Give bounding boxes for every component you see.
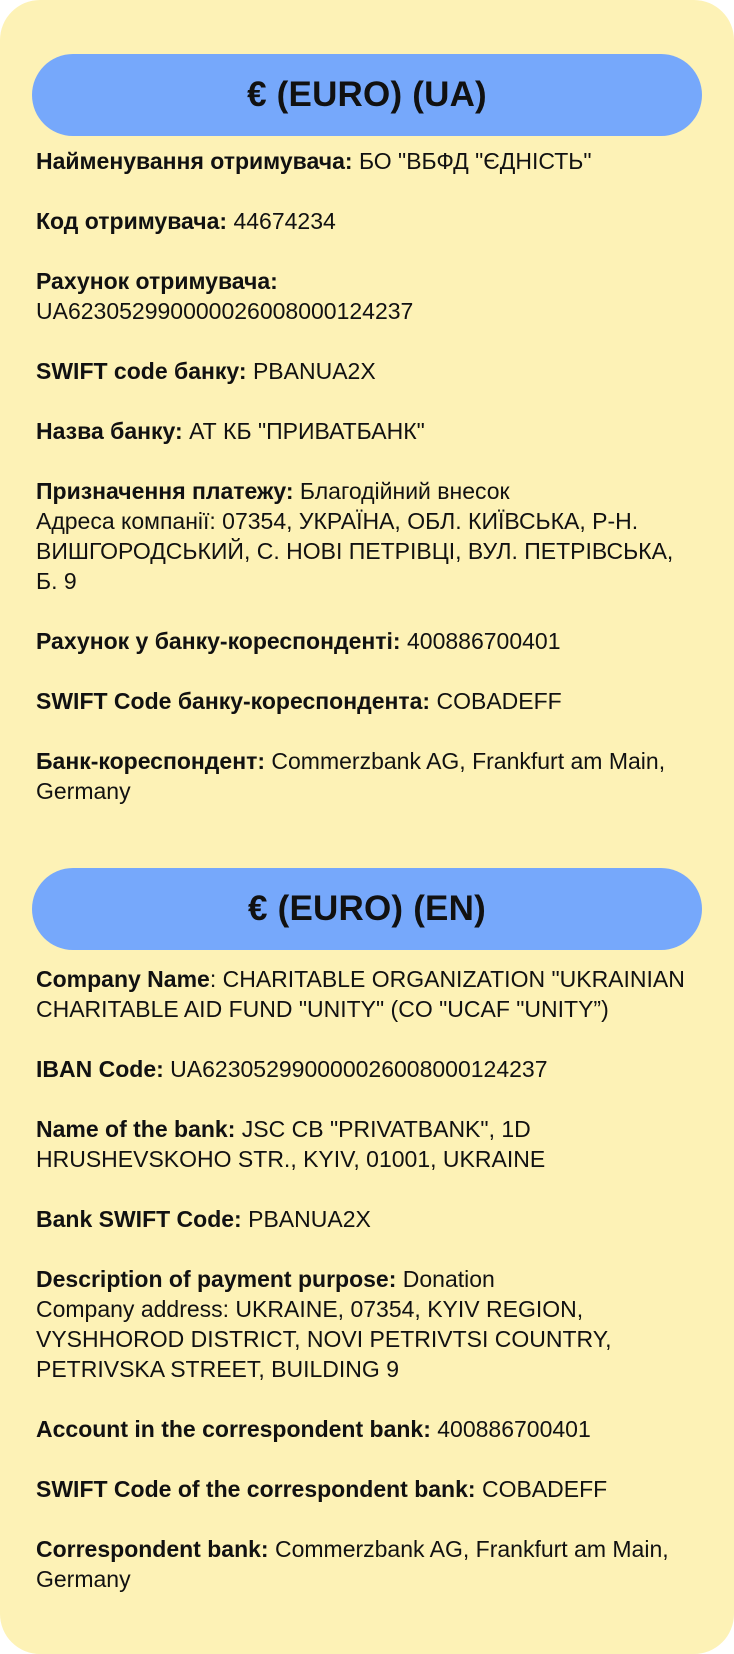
field-value: PBANUA2X: [252, 358, 376, 384]
field-value: АТ КБ "ПРИВАТБАНК": [189, 418, 425, 444]
field-label: Name of the bank:: [36, 1116, 236, 1142]
section-fields-ua: [32, 146, 702, 806]
field-label: Account in the correspondent bank:: [36, 1416, 431, 1442]
field-label: Призначення платежу:: [36, 478, 294, 504]
field-label: Company Name: [36, 966, 210, 992]
field-value: Благодійний внесок: [299, 478, 510, 504]
field-value: COBADEFF: [436, 688, 562, 714]
field-value: 44674234: [233, 208, 336, 234]
field-correspondent-bank: [36, 746, 698, 806]
field-label: Найменування отримувача:: [36, 148, 353, 174]
field-correspondent-swift-en: [36, 1474, 698, 1504]
field-label: SWIFT code банку:: [36, 358, 247, 384]
field-separator: :: [209, 966, 217, 992]
field-value: UA623052990000026008000124237: [170, 1056, 548, 1082]
field-recipient-account: [36, 266, 698, 326]
company-address: Адреса компанії: 07354, УКРАЇНА, ОБЛ. КИЇВСЬКА, Р-Н. ВИШГОРОДСЬКИЙ, С. НОВІ ПЕТРІВЦІ, ВУЛ. ПЕТРІВСЬКА, Б. 9: [36, 508, 674, 594]
field-label: Description of payment purpose:: [36, 1266, 397, 1292]
field-bank-name-en: [36, 1114, 698, 1174]
field-value: БО "ВБФД "ЄДНІСТЬ": [358, 148, 592, 174]
field-label: IBAN Code:: [36, 1056, 164, 1082]
field-recipient-code: [36, 206, 698, 236]
section-title: € (EURO) (EN): [248, 889, 486, 928]
field-recipient-name: [36, 146, 698, 176]
field-value: CHARITABLE ORGANIZATION "UKRAINIAN CHARITABLE AID FUND "UNITY" (CO "UCAF "UNITY”): [36, 966, 685, 1022]
field-value: UA623052990000026008000124237: [36, 298, 414, 324]
field-correspondent-account: [36, 626, 698, 656]
field-value: Commerzbank AG, Frankfurt am Main, Germany: [36, 748, 666, 804]
field-value: JSC CB "PRIVATBANK", 1D HRUSHEVSKOHO STR., KYIV, 01001, UKRAINE: [36, 1116, 546, 1172]
field-label: Назва банку:: [36, 418, 183, 444]
field-bank-name: [36, 416, 698, 446]
field-value: PBANUA2X: [248, 1206, 371, 1232]
field-bank-swift-en: [36, 1204, 698, 1234]
field-payment-purpose-en: [36, 1264, 698, 1384]
field-correspondent-bank-en: [36, 1534, 698, 1594]
field-label: Рахунок отримувача:: [36, 268, 278, 294]
field-correspondent-account-en: [36, 1414, 698, 1444]
field-value: 400886700401: [437, 1416, 591, 1442]
field-payment-purpose: [36, 476, 698, 596]
field-label: Банк-кореспондент:: [36, 748, 266, 774]
field-value: 400886700401: [406, 628, 561, 654]
field-label: Correspondent bank:: [36, 1536, 269, 1562]
field-label: Рахунок у банку-кореспонденті:: [36, 628, 401, 654]
field-label: SWIFT Code банку-кореспондента:: [36, 688, 431, 714]
field-value: Commerzbank AG, Frankfurt am Main, Germany: [36, 1536, 669, 1592]
field-value: COBADEFF: [481, 1476, 608, 1502]
field-value: Donation: [402, 1266, 495, 1292]
field-label: Bank SWIFT Code:: [36, 1206, 242, 1232]
field-label: SWIFT Code of the correspondent bank:: [36, 1476, 476, 1502]
field-bank-swift: [36, 356, 698, 386]
field-correspondent-swift: [36, 686, 698, 716]
field-iban: [36, 1054, 698, 1084]
section-header-euro-ua: [32, 54, 702, 136]
section-fields-en: [32, 964, 702, 1594]
field-company-name: [36, 964, 698, 1024]
section-title: € (EURO) (UA): [247, 75, 487, 114]
company-address: Company address: UKRAINE, 07354, KYIV REGION, VYSHHOROD DISTRICT, NOVI PETRIVTSI COUNTRY, PETRIVSKA STREET, BUILDING 9: [36, 1296, 612, 1382]
section-header-euro-en: [32, 868, 702, 950]
field-label: Код отримувача:: [36, 208, 228, 234]
